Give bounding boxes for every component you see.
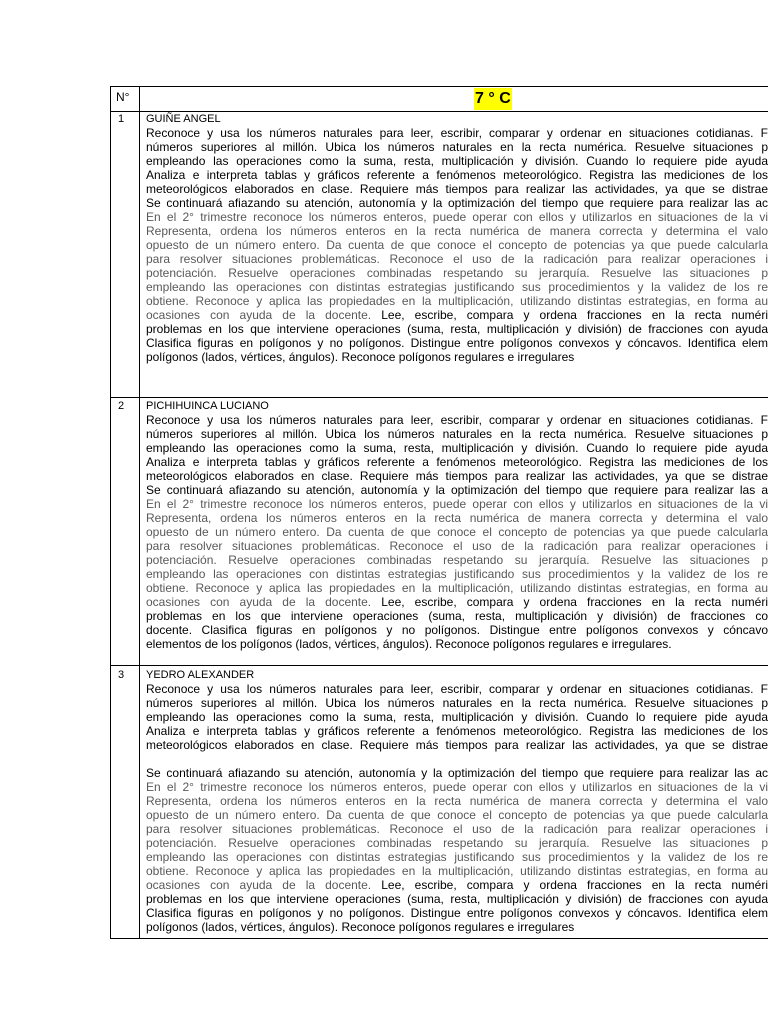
report-line <box>146 497 768 511</box>
report-line <box>146 413 768 427</box>
report-text-segment: opuesto de un número entero. Da cuenta de que conoce el concepto de potencias ya que puede calcularla <box>146 525 768 539</box>
report-text-segment: Lee, escribe, compara y ordena fracciones en la recta numéri <box>381 878 768 892</box>
report-line <box>146 780 768 794</box>
report-line <box>146 794 768 808</box>
report-line <box>146 567 768 581</box>
report-line <box>146 595 768 609</box>
report-text-segment: potenciación. Resuelve operaciones combinadas respetando su jerarquía. Resuelve las situaciones p <box>146 836 768 850</box>
report-text-segment: meteorológicos elaborados en clase. Requiere más tiempos para realizar las actividades, ya que se distrae <box>146 738 768 752</box>
student-row <box>111 398 768 666</box>
report-line <box>146 525 768 539</box>
student-number: 3 <box>118 669 125 681</box>
report-line <box>146 637 768 651</box>
report-text-segment: polígonos (lados, vértices, ángulos). Reconoce polígonos regulares e irregulares <box>146 920 575 934</box>
report-line <box>146 252 768 266</box>
report-line <box>146 294 768 308</box>
report-line <box>146 168 768 182</box>
report-text-segment: ocasiones con ayuda de la docente. <box>146 878 382 892</box>
report-line <box>146 766 768 780</box>
report-text-segment: números superiores al millón. Ubica los números naturales en la recta numérica. Resuelve situaciones p <box>146 696 768 710</box>
report-text-segment: Representa, ordena los números enteros en la recta numérica de manera correcta y determina el valo <box>146 794 768 808</box>
report-text-segment: Lee, escribe, compara y ordena fracciones en la recta numéri <box>381 308 768 322</box>
report-line <box>146 427 768 441</box>
report-line <box>146 483 768 497</box>
report-line <box>146 808 768 822</box>
report-line <box>146 308 768 322</box>
report-line <box>146 224 768 238</box>
student-row <box>111 112 768 398</box>
report-text-segment: Representa, ordena los números enteros en la recta numérica de manera correcta y determina el valo <box>146 511 768 525</box>
header-number-label: N° <box>116 90 130 104</box>
report-line <box>146 553 768 567</box>
report-text-segment: obtiene. Reconoce y aplica las propiedades en la multiplicación, utilizando distintas estrategias, en forma au <box>146 581 768 595</box>
report-text-segment: problemas en los que interviene operaciones (suma, resta, multiplicación y división) de fracciones con ayuda <box>146 322 768 336</box>
report-text-segment: meteorológicos elaborados en clase. Requiere más tiempos para realizar las actividades, ya que se distrae <box>146 182 768 196</box>
report-text-segment: ocasiones con ayuda de la docente. <box>146 595 382 609</box>
report-line <box>146 822 768 836</box>
report-text-segment: números superiores al millón. Ubica los números naturales en la recta numérica. Resuelve situaciones p <box>146 140 768 154</box>
report-line <box>146 539 768 553</box>
report-text-segment: Representa, ordena los números enteros en la recta numérica de manera correcta y determina el valo <box>146 224 768 238</box>
report-text-segment: para resolver situaciones problemáticas. Reconoce el uso de la radicación para realizar operaciones i <box>146 252 768 266</box>
report-line <box>146 336 768 350</box>
report-text-segment: Clasifica figuras en polígonos y no polígonos. Distingue entre polígonos convexos y cóncavos. Identifica elem <box>146 336 768 350</box>
report-text-segment: Se continuará afiazando su atención, autonomía y la optimización del tiempo que requiere para realizar las ac <box>146 766 768 780</box>
report-line <box>146 182 768 196</box>
header-class-label: 7 ° C <box>474 88 512 110</box>
report-line <box>146 892 768 906</box>
report-line <box>146 350 768 364</box>
report-text-segment: empleando las operaciones con distintas estrategias justificando sus procedimientos y la validez de los re <box>146 567 768 581</box>
report-text-segment: empleando las operaciones con distintas estrategias justificando sus procedimientos y la validez de los re <box>146 280 768 294</box>
report-text-segment: Se continuará afiazando su atención, autonomía y la optimización del tiempo que requiere para realizar las a <box>146 483 768 497</box>
report-text-segment: Analiza e interpreta tablas y gráficos referente a fenómenos meteorológico. Registra las mediciones de los <box>146 168 768 182</box>
report-line <box>146 266 768 280</box>
report-line <box>146 154 768 168</box>
report-text-segment: obtiene. Reconoce y aplica las propiedades en la multiplicación, utilizando distintas estrategias, en forma au <box>146 864 768 878</box>
report-text-segment: problemas en los que interviene operaciones (suma, resta, multiplicación y división) de fracciones co <box>146 609 768 623</box>
report-line <box>146 126 768 140</box>
report-text-segment: para resolver situaciones problemáticas. Reconoce el uso de la radicación para realizar operaciones i <box>146 822 768 836</box>
report-line <box>146 696 768 710</box>
report-text-segment: potenciación. Resuelve operaciones combinadas respetando su jerarquía. Resuelve las situaciones p <box>146 553 768 567</box>
report-text-segment: empleando las operaciones como la suma, resta, multiplicación y división. Cuando lo requiere pide ayuda <box>146 441 768 455</box>
student-number: 1 <box>118 113 125 125</box>
report-text-segment: empleando las operaciones como la suma, resta, multiplicación y división. Cuando lo requiere pide ayuda <box>146 710 768 724</box>
report-line <box>146 238 768 252</box>
report-line <box>146 724 768 738</box>
report-text-segment: En el 2° trimestre reconoce los números enteros, puede operar con ellos y utilizarlos en situaciones de la vi <box>146 780 768 794</box>
report-text-segment: ocasiones con ayuda de la docente. <box>146 308 382 322</box>
report-line <box>146 682 768 696</box>
table-header-row <box>111 87 768 112</box>
report-text-segment: Clasifica figuras en polígonos y no polígonos. Distingue entre polígonos convexos y cóncavos. Identifica elem <box>146 906 768 920</box>
report-line <box>146 210 768 224</box>
report-line <box>146 469 768 483</box>
student-number-cell <box>111 112 140 397</box>
report-line <box>146 441 768 455</box>
report-text-segment: obtiene. Reconoce y aplica las propiedades en la multiplicación, utilizando distintas estrategias, en forma au <box>146 294 768 308</box>
report-line <box>146 920 768 934</box>
student-name: PICHIHUINCA LUCIANO <box>146 400 269 412</box>
report-text-segment: números superiores al millón. Ubica los números naturales en la recta numérica. Resuelve situaciones p <box>146 427 768 441</box>
report-text-segment: docente. Clasifica figuras en polígonos y no polígonos. Distingue entre polígonos convexos y cóncavo <box>146 623 768 637</box>
report-line <box>146 738 768 752</box>
report-text-segment: Se continuará afiazando su atención, autonomía y la optimización del tiempo que requiere para realizar las ac <box>146 196 768 210</box>
report-line <box>146 710 768 724</box>
report-text-segment: empleando las operaciones con distintas estrategias justificando sus procedimientos y la validez de los re <box>146 850 768 864</box>
student-number-cell <box>111 398 140 665</box>
report-text-segment: Reconoce y usa los números naturales para leer, escribir, comparar y ordenar en situaciones cotidianas. F <box>146 126 768 140</box>
report-line <box>146 511 768 525</box>
report-text-segment: problemas en los que interviene operaciones (suma, resta, multiplicación y división) de fracciones con ayuda <box>146 892 768 906</box>
report-line <box>146 455 768 469</box>
blank-line <box>146 752 768 766</box>
report-text-segment: Reconoce y usa los números naturales para leer, escribir, comparar y ordenar en situaciones cotidianas. F <box>146 413 768 427</box>
report-text-segment: Reconoce y usa los números naturales para leer, escribir, comparar y ordenar en situaciones cotidianas. F <box>146 682 768 696</box>
report-text-segment: Lee, escribe, compara y ordena fracciones en la recta numéri <box>381 595 768 609</box>
student-report-table <box>110 86 768 939</box>
report-line <box>146 609 768 623</box>
report-line <box>146 623 768 637</box>
report-text-segment: para resolver situaciones problemáticas. Reconoce el uso de la radicación para realizar operaciones i <box>146 539 768 553</box>
report-line <box>146 836 768 850</box>
report-text-segment: opuesto de un número entero. Da cuenta de que conoce el concepto de potencias ya que puede calcularla <box>146 238 768 252</box>
student-report-cell <box>140 112 768 397</box>
report-line <box>146 850 768 864</box>
report-text-segment: empleando las operaciones como la suma, resta, multiplicación y división. Cuando lo requiere pide ayuda <box>146 154 768 168</box>
student-report-cell <box>140 666 768 938</box>
student-name: YEDRO ALEXANDER <box>146 669 255 681</box>
header-number-cell <box>111 87 140 111</box>
report-line <box>146 864 768 878</box>
report-line <box>146 196 768 210</box>
student-number-cell <box>111 666 140 938</box>
student-name: GUIÑE ANGEL <box>146 113 221 125</box>
report-line <box>146 878 768 892</box>
student-report-cell <box>140 398 768 665</box>
report-line <box>146 906 768 920</box>
student-row <box>111 666 768 939</box>
report-line <box>146 140 768 154</box>
report-text-segment: En el 2° trimestre reconoce los números enteros, puede operar con ellos y utilizarlos en situaciones de la vi <box>146 210 768 224</box>
header-class-cell <box>140 87 768 111</box>
report-text-segment: meteorológicos elaborados en clase. Requiere más tiempos para realizar las actividades, ya que se distrae <box>146 469 768 483</box>
report-line <box>146 581 768 595</box>
report-text-segment: Analiza e interpreta tablas y gráficos referente a fenómenos meteorológico. Registra las mediciones de los <box>146 455 768 469</box>
report-text-segment: Analiza e interpreta tablas y gráficos referente a fenómenos meteorológico. Registra las mediciones de los <box>146 724 768 738</box>
student-number: 2 <box>118 400 125 412</box>
report-line <box>146 322 768 336</box>
report-text-segment: elementos de los polígonos (lados, vértices, ángulos). Reconoce polígonos regulares e irregulares. <box>146 637 672 651</box>
report-text-segment: potenciación. Resuelve operaciones combinadas respetando su jerarquía. Resuelve las situaciones p <box>146 266 768 280</box>
report-line <box>146 280 768 294</box>
report-text-segment: En el 2° trimestre reconoce los números enteros, puede operar con ellos y utilizarlos en situaciones de la vi <box>146 497 768 511</box>
report-text-segment: polígonos (lados, vértices, ángulos). Reconoce polígonos regulares e irregulares <box>146 350 575 364</box>
report-text-segment: opuesto de un número entero. Da cuenta de que conoce el concepto de potencias ya que puede calcularla <box>146 808 768 822</box>
